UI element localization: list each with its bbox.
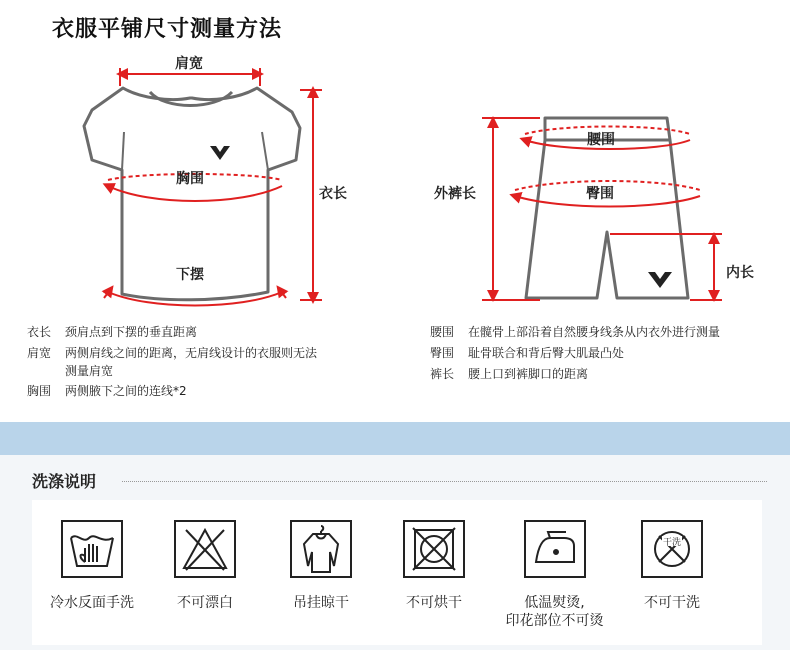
chest-label: 胸围: [176, 171, 204, 187]
shoulder-width-label: 肩宽: [175, 56, 203, 72]
no-dry-clean-icon: [641, 520, 703, 578]
note-text: 腰上口到裤脚口的距离: [468, 367, 589, 381]
note-key: 肩宽: [27, 346, 52, 360]
shorts-notes: [430, 323, 720, 383]
hang-dry-icon: [290, 520, 352, 578]
note-row: [430, 344, 720, 362]
care-label: 不可烘干: [406, 595, 462, 611]
dry-clean-icon-text: 干洗: [662, 538, 682, 548]
care-panel: [32, 500, 762, 645]
note-text: 耻骨联合和背后臀大肌最凸处: [468, 346, 625, 360]
shirt-length-label: 衣长: [319, 186, 347, 202]
care-label: 冷水反面手洗: [50, 595, 134, 611]
care-item: [617, 520, 727, 612]
care-title-divider: [122, 481, 767, 482]
note-text: 颈肩点到下摆的垂直距离: [65, 325, 198, 339]
hem-label: 下摆: [176, 267, 204, 283]
note-row: [430, 323, 720, 341]
care-label: 低温熨烫, 印花部位不可烫: [505, 595, 604, 629]
inseam-label: 内长: [726, 265, 754, 281]
care-title: 洗涤说明: [32, 472, 97, 491]
note-text: 两侧肩线之间的距离，无肩线设计的衣服则无法: [65, 346, 318, 360]
low-iron-icon: [524, 520, 586, 578]
note-key: 裤长: [430, 367, 455, 381]
note-row: [27, 382, 317, 400]
care-item: [37, 520, 147, 612]
note-key: 腰围: [430, 325, 455, 339]
no-bleach-icon: [174, 520, 236, 578]
section-divider-band: [0, 422, 790, 455]
note-key: 臀围: [430, 346, 455, 360]
care-label: 不可干洗: [644, 595, 700, 611]
note-text: 两侧腋下之间的连线*2: [65, 384, 187, 398]
page-title: 衣服平铺尺寸测量方法: [52, 17, 283, 42]
care-label: 不可漂白: [177, 595, 233, 611]
note-text: 在髋骨上部沿着自然腰身线条从内衣外进行测量: [468, 325, 721, 339]
note-key: 衣长: [27, 325, 52, 339]
hand-wash-icon: [61, 520, 123, 578]
care-item: [266, 520, 376, 612]
care-item: [379, 520, 489, 612]
shirt-notes: [27, 323, 317, 400]
care-label: 吊挂晾干: [293, 595, 349, 611]
care-item: [150, 520, 260, 612]
note-row: [27, 344, 317, 380]
no-tumble-dry-icon: [403, 520, 465, 578]
care-item: [492, 520, 617, 630]
waist-label: 腰围: [587, 132, 615, 148]
hip-label: 臀围: [586, 186, 614, 202]
note-key: 胸围: [27, 384, 52, 398]
note-text: 测量肩宽: [65, 364, 114, 378]
note-row: [27, 323, 317, 341]
outer-length-label: 外裤长: [434, 186, 476, 202]
note-row: [430, 365, 720, 383]
